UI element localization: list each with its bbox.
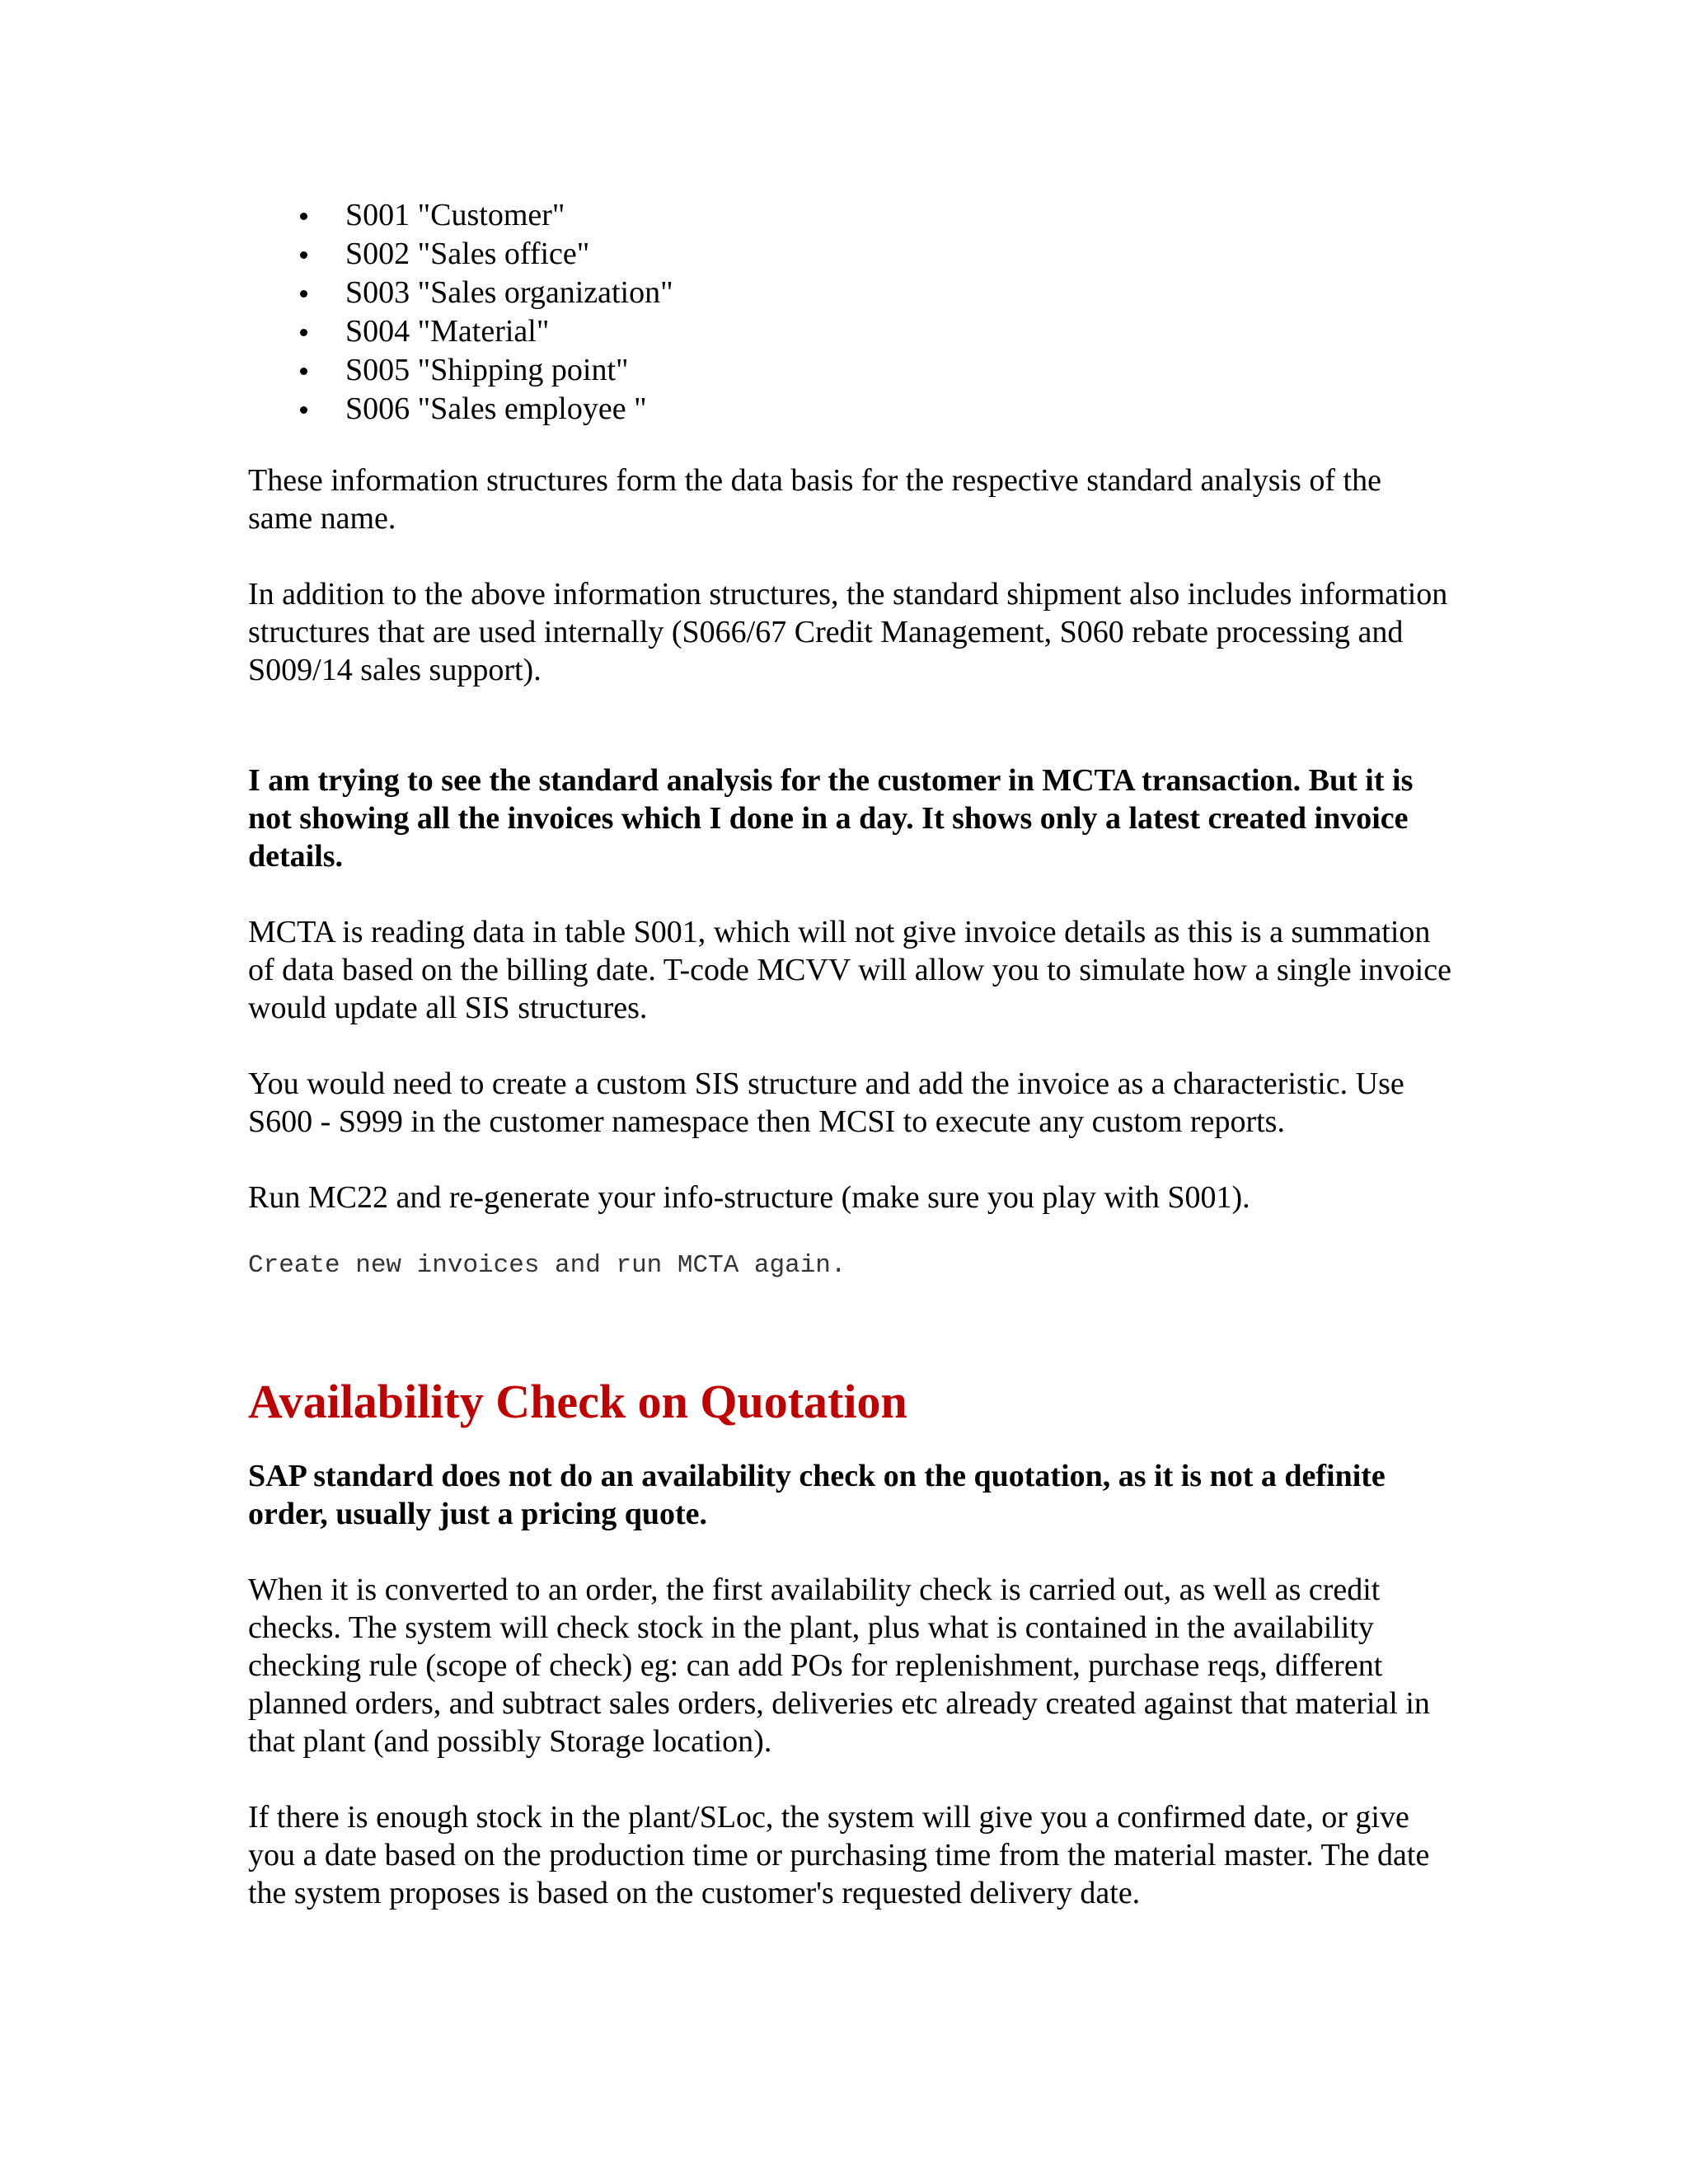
bullet-icon: [300, 213, 307, 220]
bullet-icon: [300, 251, 307, 259]
list-item-text: S002 "Sales office": [345, 237, 590, 271]
paragraph-confirmed-date: If there is enough stock in the plant/SLoc, the system will give you a confirmed date, or give you a date based on the production time or purchasing time from the material master. The date the system proposes is based on the customer's requested delivery date.: [248, 1800, 1430, 1910]
list-item: [248, 196, 1451, 235]
question-mcta: I am trying to see the standard analysis for the customer in MCTA transaction. But it is not showing all the invoices which I done in a day. It shows only a latest created invoice details.: [248, 763, 1414, 874]
paragraph-internal-structures: In addition to the above information structures, the standard shipment also includes information structures that are used internally (S066/67 Credit Management, S060 rebate processing and S009/14 sales support).: [248, 577, 1448, 687]
paragraph-mc22: Run MC22 and re-generate your info-structure (make sure you play with S001).: [248, 1180, 1250, 1215]
list-item: [248, 235, 1451, 274]
bullet-icon: [300, 368, 307, 375]
bullet-icon: [300, 406, 307, 414]
paragraph-order-conversion: When it is converted to an order, the first availability check is carried out, as well as credit checks. The system will check stock in the plant, plus what is contained in the availability checking rule (scope of check) eg: can add POs for replenishment, purchase reqs, different planned orders, and subtract sales orders, deliveries etc already created against that material in that plant (and possibly Storage location).: [248, 1572, 1430, 1759]
list-item-text: S004 "Material": [345, 314, 550, 349]
paragraph-data-basis: These information structures form the data basis for the respective standard analysis of the same name.: [248, 463, 1381, 536]
question-quotation: SAP standard does not do an availability check on the quotation, as it is not a definite order, usually just a pricing quote.: [248, 1459, 1386, 1531]
bullet-icon: [300, 329, 307, 336]
list-item: [248, 274, 1451, 312]
list-item-text: S001 "Customer": [345, 198, 565, 232]
bullet-icon: [300, 290, 307, 298]
list-item-text: S006 "Sales employee ": [345, 391, 647, 426]
list-item-text: S005 "Shipping point": [345, 353, 629, 387]
document-page: [248, 196, 1451, 1912]
list-item: [248, 312, 1451, 351]
list-item: [248, 351, 1451, 390]
section-heading: Availability Check on Quotation: [248, 1375, 907, 1428]
info-structure-list: [248, 196, 1451, 429]
code-line: Create new invoices and run MCTA again.: [248, 1251, 846, 1280]
paragraph-mcta-s001: MCTA is reading data in table S001, which will not give invoice details as this is a summation of data based on the billing date. T-code MCVV will allow you to simulate how a single invoice would update all SIS structures.: [248, 915, 1451, 1025]
list-item: [248, 390, 1451, 429]
list-item-text: S003 "Sales organization": [345, 275, 673, 310]
paragraph-custom-sis: You would need to create a custom SIS structure and add the invoice as a characteristic. Use S600 - S999 in the customer namespace then MCSI to execute any custom reports.: [248, 1066, 1404, 1139]
